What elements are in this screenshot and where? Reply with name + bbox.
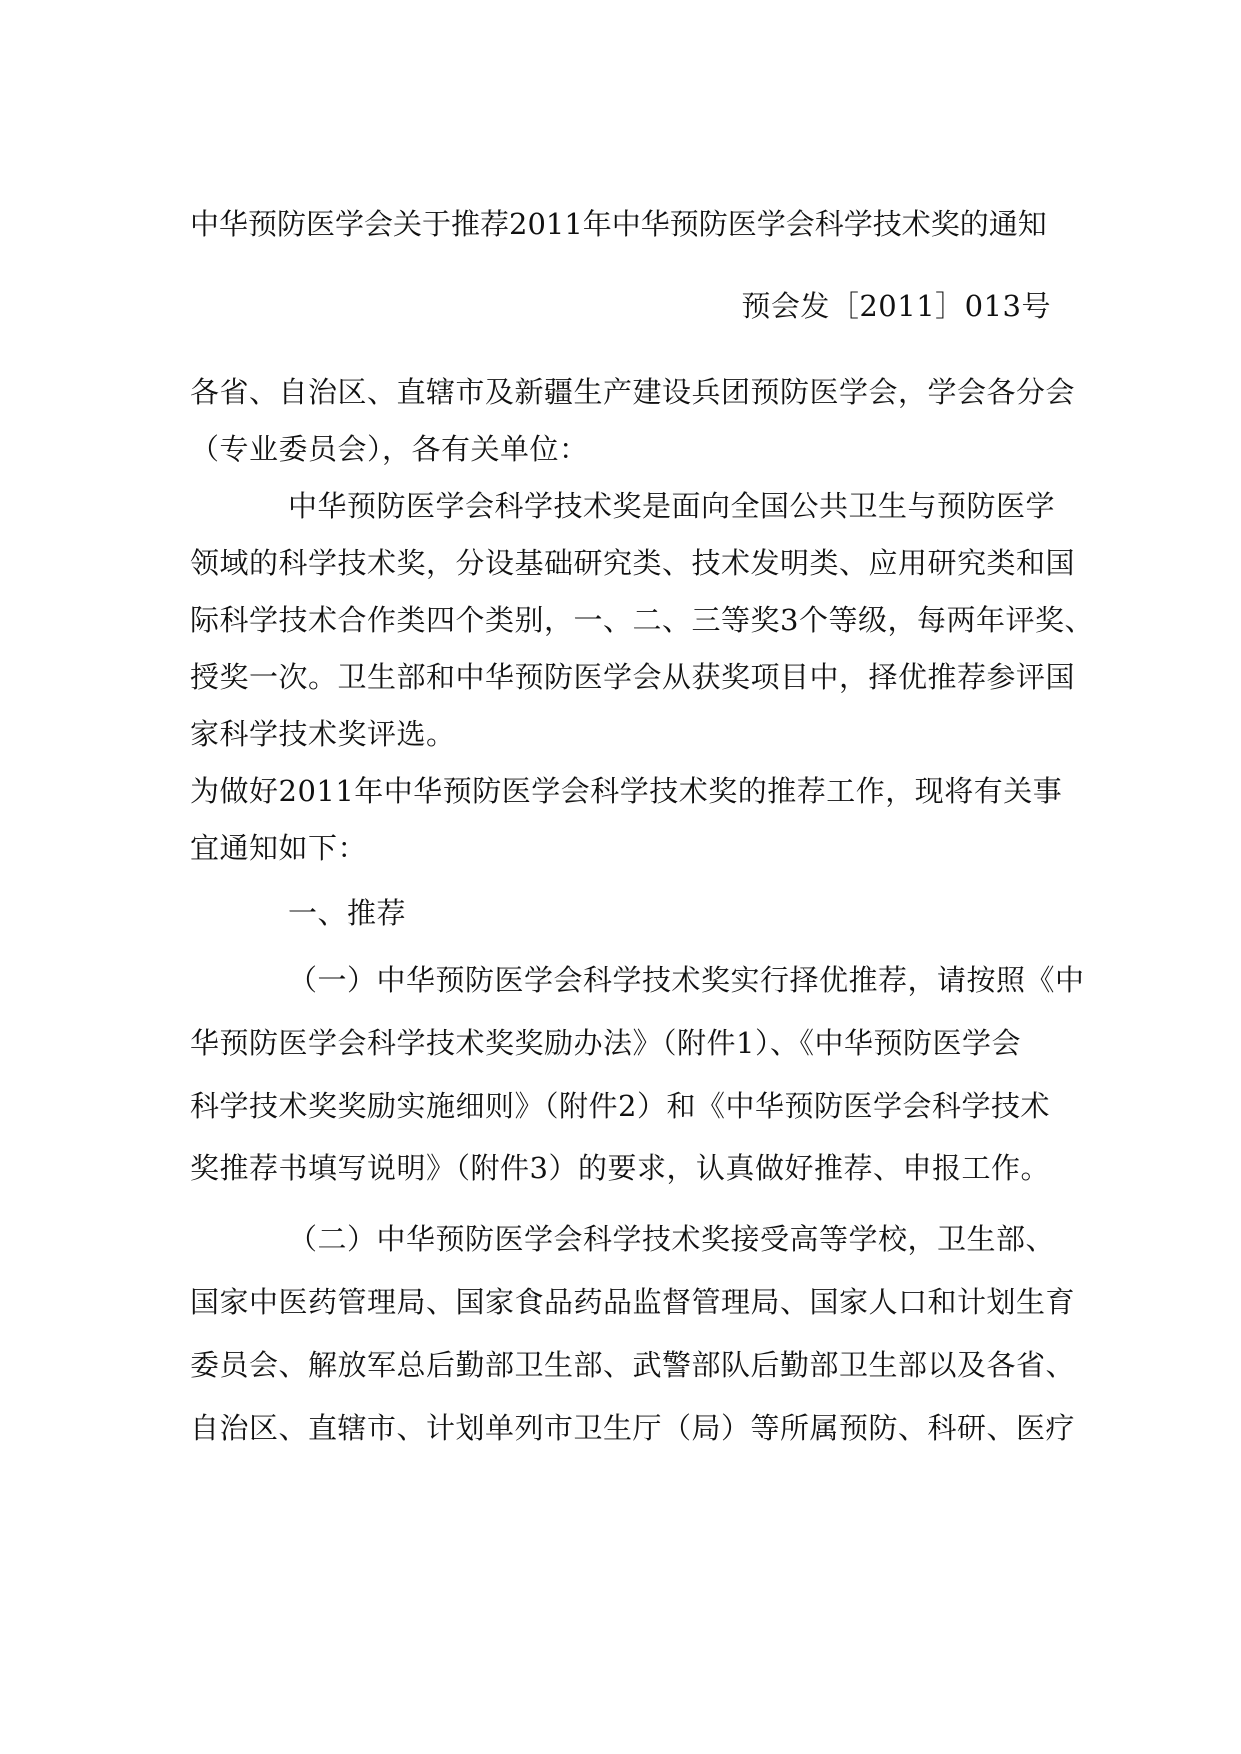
section-heading: 一、推荐 (288, 896, 407, 930)
document-title: 中华预防医学会关于推荐2011年中华预防医学会科学技术奖的通知 (190, 207, 1047, 241)
item2-line: 国家中医药管理局、国家食品药品监督管理局、国家人口和计划生育 (190, 1285, 1076, 1319)
item2-line: （二）中华预防医学会科学技术奖接受高等学校，卫生部、 (288, 1222, 1056, 1256)
item2-line: 自治区、直辖市、计划单列市卫生厅（局）等所属预防、科研、医疗 (190, 1411, 1076, 1445)
item2-line: 委员会、解放军总后勤部卫生部、武警部队后勤部卫生部以及各省、 (190, 1348, 1076, 1382)
item1-line: （一）中华预防医学会科学技术奖实行择优推荐，请按照《中 (288, 963, 1085, 997)
addressee-line: （专业委员会），各有关单位： (190, 432, 589, 466)
purpose-line: 宜通知如下： (190, 831, 368, 865)
addressee-line: 各省、自治区、直辖市及新疆生产建设兵团预防医学会，学会各分会 (190, 375, 1076, 409)
purpose-line: 为做好2011年中华预防医学会科学技术奖的推荐工作，现将有关事 (190, 774, 1063, 808)
intro-line: 授奖一次。卫生部和中华预防医学会从获奖项目中，择优推荐参评国 (190, 660, 1076, 694)
item1-line: 奖推荐书填写说明》（附件3）的要求，认真做好推荐、申报工作。 (190, 1151, 1050, 1185)
item1-line: 华预防医学会科学技术奖奖励办法》（附件1）、《中华预防医学会 (190, 1026, 1021, 1060)
intro-line: 家科学技术奖评选。 (190, 717, 456, 751)
intro-line: 中华预防医学会科学技术奖是面向全国公共卫生与预防医学 (288, 489, 1056, 523)
item1-line: 科学技术奖奖励实施细则》（附件2）和《中华预防医学会科学技术 (190, 1089, 1050, 1123)
document-number: 预会发［2011］013号 (741, 289, 1051, 323)
intro-line: 领域的科学技术奖，分设基础研究类、技术发明类、应用研究类和国 (190, 546, 1076, 580)
intro-line: 际科学技术合作类四个类别，一、二、三等奖3个等级，每两年评奖、 (190, 603, 1094, 637)
